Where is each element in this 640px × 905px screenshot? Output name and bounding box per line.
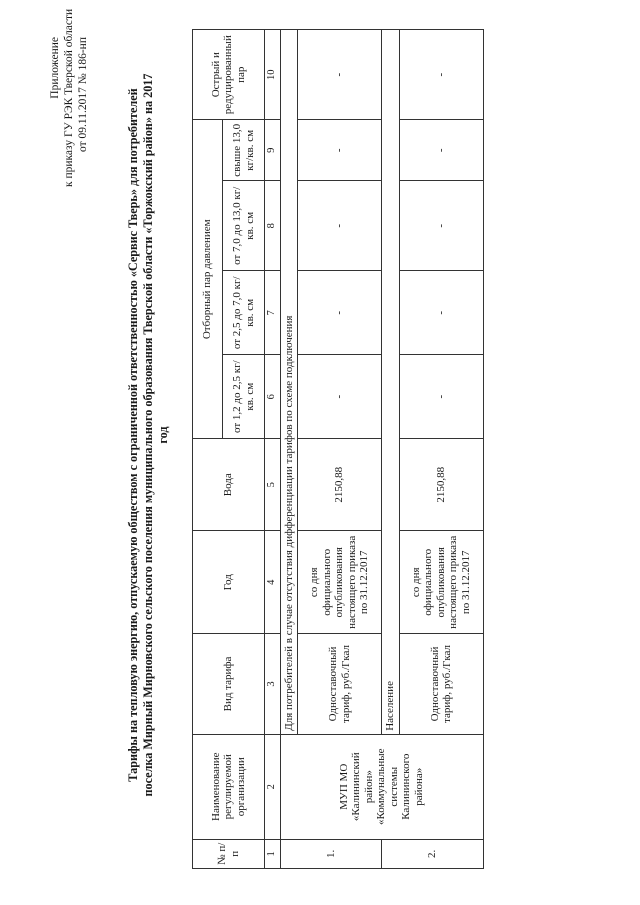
steam-p3-value: -	[298, 181, 382, 271]
organization-name: МУП МО «Калининский район» «Коммунальные системы Калининского района»	[280, 734, 483, 839]
title-line: год	[156, 426, 170, 444]
header-tariff-type: Вид тарифа	[193, 634, 265, 735]
steam-p2-value: -	[399, 271, 483, 355]
steam-p4-value: -	[399, 120, 483, 181]
col-number: 9	[265, 120, 281, 181]
header-p3: от 7,0 до 13,0 кг/кв. см	[223, 181, 265, 271]
col-number: 4	[265, 531, 281, 634]
col-number: 1	[265, 839, 281, 868]
col-number: 6	[265, 355, 281, 439]
appendix-line: Приложение	[49, 37, 61, 99]
water-tariff-value: 2150,88	[399, 439, 483, 531]
header-num: № п/п	[193, 839, 265, 868]
tariff-type: Одноставочный тариф, руб./Гкал	[298, 634, 382, 735]
steam-p1-value: -	[399, 355, 483, 439]
tariff-period: со дня официального опубликования настоящего приказа по 31.12.2017	[399, 531, 483, 634]
appendix-note	[48, 8, 90, 187]
water-tariff-value: 2150,88	[298, 439, 382, 531]
header-water: Вода	[193, 439, 265, 531]
header-p2: от 2,5 до 7,0 кг/кв. см	[223, 271, 265, 355]
col-number: 3	[265, 634, 281, 735]
header-p4: свыше 13,0 кг/кв. см	[223, 120, 265, 181]
section-label-row	[280, 30, 298, 869]
header-p1: от 1,2 до 2,5 кг/кв. см	[223, 355, 265, 439]
row-number: 1.	[280, 839, 382, 868]
header-period: Год	[193, 531, 265, 634]
header-sharp-steam: Острый и редуцированный пар	[193, 30, 265, 120]
header-org: Наименование регулируемой организации	[193, 734, 265, 839]
tariff-table	[192, 29, 484, 869]
appendix-line: от 09.11.2017 № 186-нп	[77, 37, 89, 152]
row-number: 2.	[382, 839, 484, 868]
col-number: 2	[265, 734, 281, 839]
steam-p2-value: -	[298, 271, 382, 355]
column-number-row	[265, 30, 281, 869]
document-title	[126, 25, 171, 845]
title-line: Тарифы на тепловую энергию, отпускаемую обществом с ограниченной ответственностью «Сервис Тверь» для потребителей	[126, 88, 140, 782]
tariff-period: со дня официального опубликования настоящего приказа по 31.12.2017	[298, 531, 382, 634]
section-label: Для потребителей в случае отсутствия дифференциации тарифов по схеме подключения	[280, 30, 298, 735]
header-row	[193, 30, 223, 869]
col-number: 7	[265, 271, 281, 355]
tariff-type: Одноставочный тариф, руб./Гкал	[399, 634, 483, 735]
steam-p3-value: -	[399, 181, 483, 271]
title-line: поселка Мирный Мирновского сельского поселения муниципального образования Тверской области «Торжокский район» на 2017	[141, 73, 155, 797]
col-number: 5	[265, 439, 281, 531]
header-steam-group: Отборный пар давлением	[193, 120, 223, 439]
sharp-steam-value: -	[298, 30, 382, 120]
section-label: Население	[382, 30, 400, 735]
sharp-steam-value: -	[399, 30, 483, 120]
appendix-line: к приказу ГУ РЭК Тверской области	[63, 8, 75, 187]
steam-p4-value: -	[298, 120, 382, 181]
col-number: 10	[265, 30, 281, 120]
col-number: 8	[265, 181, 281, 271]
steam-p1-value: -	[298, 355, 382, 439]
